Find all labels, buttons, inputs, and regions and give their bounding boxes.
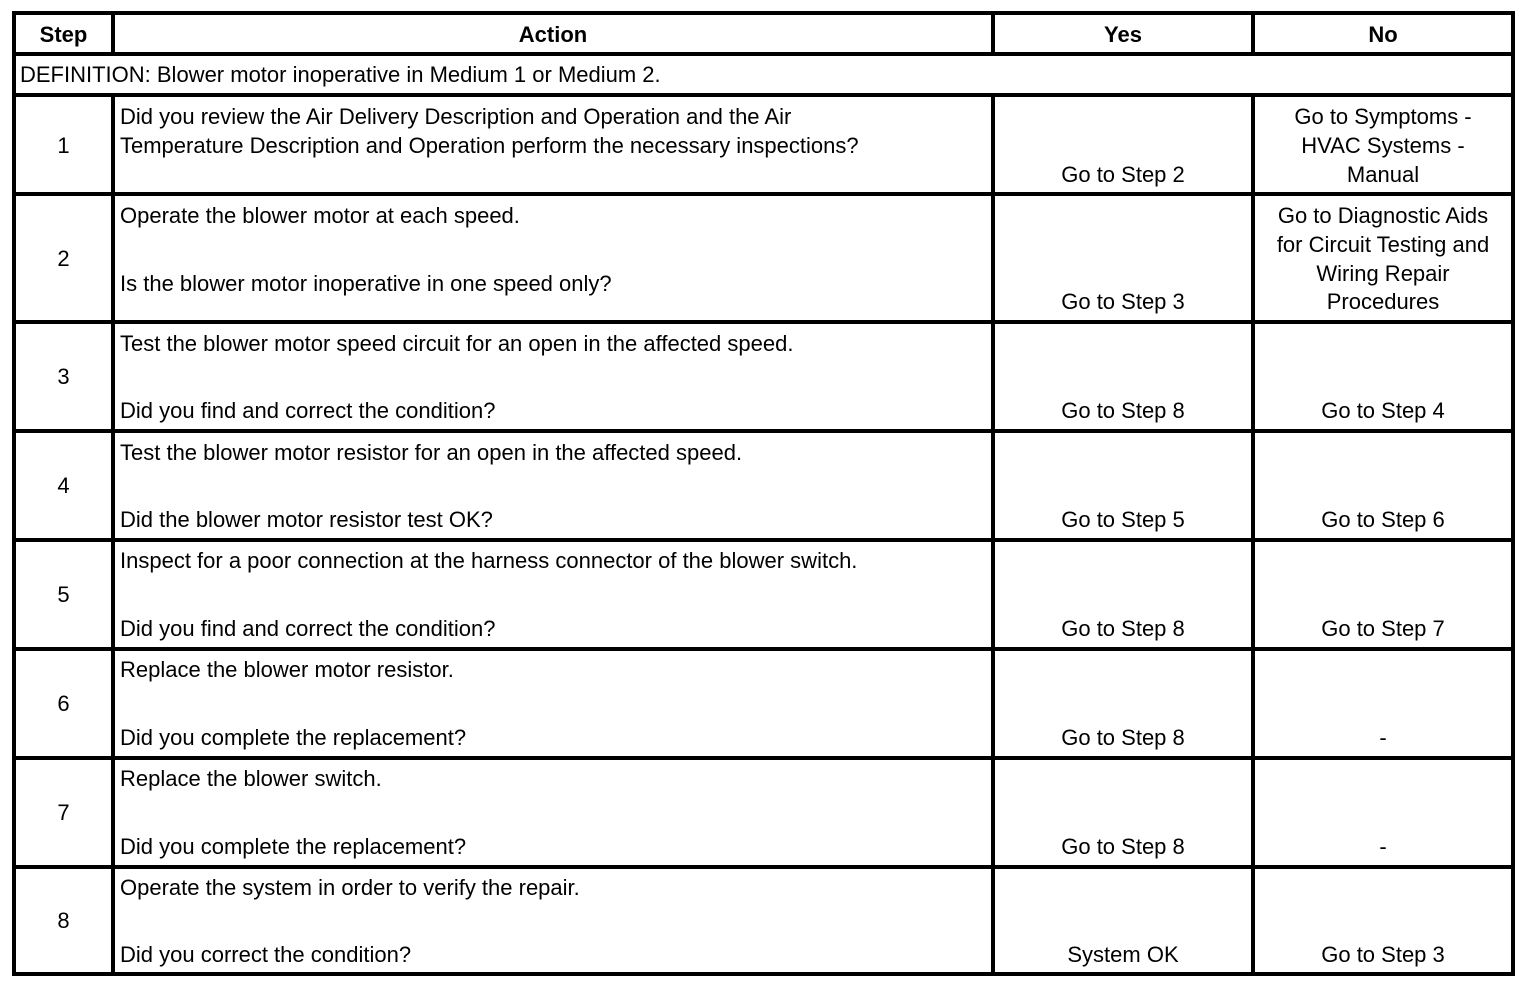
yes-result: Go to Step 2	[1061, 162, 1185, 187]
yes-result: Go to Step 8	[1061, 398, 1185, 423]
no-result: Procedures	[1326, 289, 1440, 314]
action-instruction: Replace the blower switch.	[120, 766, 382, 791]
yes-result: Go to Step 8	[1061, 616, 1185, 641]
no-result: Go to Step 4	[1321, 398, 1445, 423]
action-instruction: Test the blower motor speed circuit for an open in the affected speed.	[120, 331, 794, 356]
yes-result: Go to Step 3	[1061, 289, 1185, 314]
no-result: -	[1379, 725, 1387, 750]
action-question: Did the blower motor resistor test OK?	[120, 507, 493, 532]
step-number: 1	[57, 133, 70, 158]
no-result: Manual	[1346, 162, 1420, 187]
action-question: Did you correct the condition?	[120, 942, 412, 967]
yes-result: Go to Step 8	[1061, 725, 1185, 750]
step-number: 6	[57, 691, 70, 716]
yes-result: Go to Step 8	[1061, 834, 1185, 859]
no-result: HVAC Systems -	[1301, 133, 1465, 158]
action-instruction: Operate the blower motor at each speed.	[120, 203, 520, 228]
header-action: Action	[518, 22, 588, 47]
action-question: Did you find and correct the condition?	[120, 616, 496, 641]
action-question: Is the blower motor inoperative in one speed only?	[120, 271, 612, 296]
step-number: 2	[57, 246, 70, 271]
no-result: Go to Step 7	[1321, 616, 1445, 641]
no-result: Go to Step 3	[1321, 942, 1445, 967]
action-instruction: Replace the blower motor resistor.	[120, 657, 454, 682]
action-question: Did you complete the replacement?	[120, 725, 467, 750]
action-instruction: Inspect for a poor connection at the harness connector of the blower switch.	[120, 548, 858, 573]
yes-result: System OK	[1067, 942, 1179, 967]
action-question: Did you complete the replacement?	[120, 834, 467, 859]
no-result: -	[1379, 834, 1387, 859]
action-question: Did you find and correct the condition?	[120, 398, 496, 423]
action-instruction: Test the blower motor resistor for an open in the affected speed.	[120, 440, 743, 465]
header-no: No	[1368, 22, 1398, 47]
header-yes: Yes	[1104, 22, 1142, 47]
step-number: 8	[57, 908, 70, 933]
step-number: 4	[57, 473, 70, 498]
action-text: Temperature Description and Operation perform the necessary inspections?	[120, 133, 859, 158]
no-result: Wiring Repair	[1316, 261, 1450, 286]
step-number: 7	[57, 800, 70, 825]
no-result: Go to Step 6	[1321, 507, 1445, 532]
header-step: Step	[39, 22, 88, 47]
step-number: 5	[57, 582, 70, 607]
no-result: for Circuit Testing and	[1276, 232, 1490, 257]
no-result: Go to Symptoms -	[1294, 104, 1472, 129]
yes-result: Go to Step 5	[1061, 507, 1185, 532]
definition-text: DEFINITION: Blower motor inoperative in Medium 1 or Medium 2.	[20, 62, 661, 87]
action-instruction: Operate the system in order to verify the repair.	[120, 875, 580, 900]
no-result: Go to Diagnostic Aids	[1277, 203, 1489, 228]
step-number: 3	[57, 364, 70, 389]
action-text: Did you review the Air Delivery Description and Operation and the Air	[120, 104, 792, 129]
